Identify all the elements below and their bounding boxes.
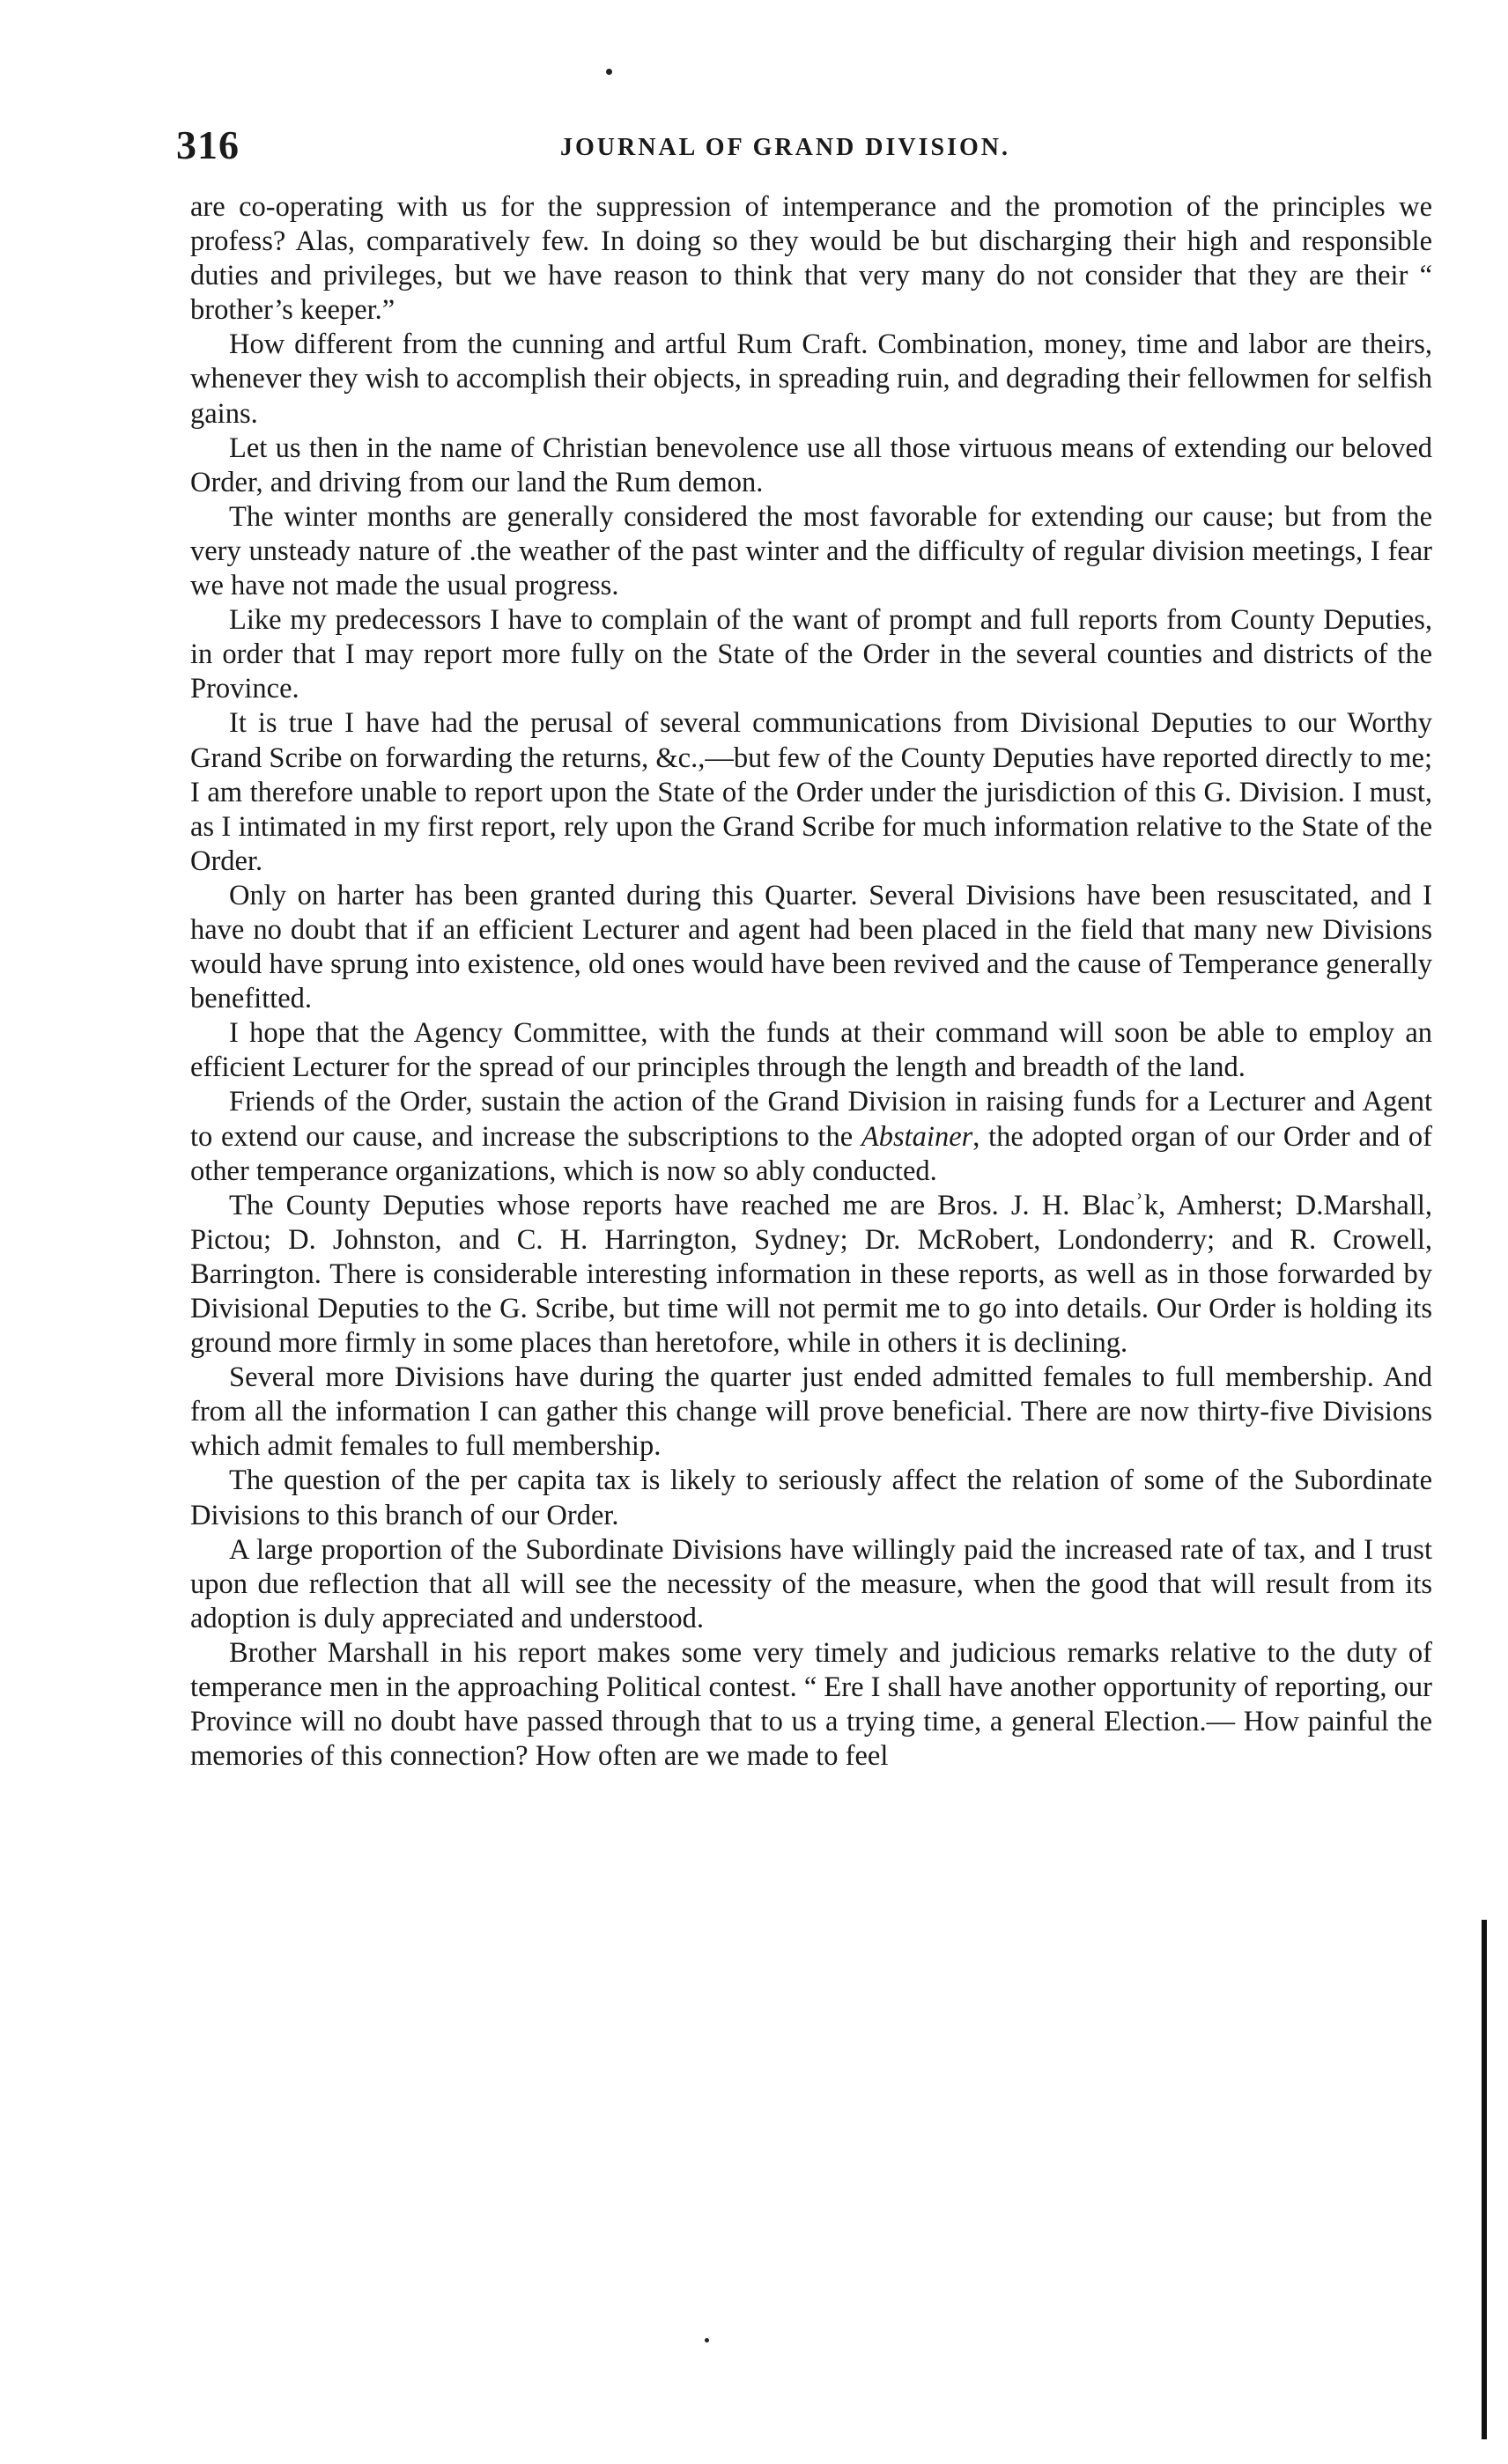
running-head: JOURNAL OF GRAND DIVISION.	[560, 134, 1011, 161]
ink-speck	[606, 69, 612, 75]
paragraph: are co-operating with us for the suppression of intemperance and the promotion of the principles we profess? Alas, comparatively few. In doing so they would be but discharging their high and responsible duties and privileges, but we have reason to think that very many do not consider that they are their “ brother’s keeper.”	[190, 191, 1432, 327]
paragraph: Only on harter has been granted during this Quarter. Several Divisions have been resuscitated, and I have no doubt that if an efficient Lecturer and agent had been placed in the field that many new Divisions would have sprung into existence, old ones would have been revived and the cause of Temperance generally benefitted.	[190, 879, 1432, 1015]
paragraph: I hope that the Agency Committee, with the funds at their command will soon be able to employ an efficient Lecturer for the spread of our principles through the length and breadth of the land.	[190, 1017, 1432, 1084]
ink-speck	[705, 2338, 709, 2342]
paragraph-abstainer	[190, 1085, 1432, 1188]
page-header	[176, 122, 1438, 183]
body-text	[190, 190, 1432, 1774]
paragraph: Several more Divisions have during the quarter just ended admitted females to full membership. And from all the information I can gather this change will prove beneficial. There are now thirty-five Divisions which admit females to full membership.	[190, 1361, 1432, 1463]
paragraph: How different from the cunning and artful Rum Craft. Combination, money, time and labor are theirs, whenever they wish to accomplish their objects, in spreading ruin, and degrading their fellowmen for selfish gains.	[190, 328, 1432, 430]
paragraph-text: , the adopted organ of our Order and of other temperance organizations, which is now so ably conducted.	[190, 1120, 1432, 1187]
paragraph: A large proportion of the Subordinate Divisions have willingly paid the increased rate of tax, and I trust upon due reflection that all will see the necessity of the measure, when the good that will result from its adoption is duly appreciated and understood.	[190, 1533, 1432, 1634]
paragraph: The winter months are generally considered the most favorable for extending our cause; but from the very unsteady nature of .the weather of the past winter and the difficulty of regular division meetings, I fear we have not made the usual progress.	[190, 500, 1432, 602]
paragraph: It is true I have had the perusal of several communications from Divisional Deputies to our Worthy Grand Scribe on forwarding the returns, &c.,—but few of the County Deputies have reported directly to me; I am therefore unable to report upon the State of the Order under the jurisdiction of this G. Division. I must, as I intimated in my first report, rely upon the Grand Scribe for much information relative to the State of the Order.	[190, 707, 1432, 877]
paragraph: Like my predecessors I have to complain of the want of prompt and full reports from County Deputies, in order that I may report more fully on the State of the Order in the several counties and districts of the Province.	[190, 604, 1432, 705]
publication-title: Abstainer	[861, 1120, 973, 1153]
paragraph-text: Friends of the Order, sustain the action of the Grand Division in raising funds for a Lecturer and Agent to extend our cause, and increase the subscriptions to the	[190, 1086, 1432, 1153]
paragraph: The question of the per capita tax is likely to seriously affect the relation of some of the Subordinate Divisions to this branch of our Order.	[190, 1464, 1432, 1531]
paragraph: Brother Marshall in his report makes some very timely and judicious remarks relative to the duty of temperance men in the approaching Political contest. “ Ere I shall have another opportunity of reporting, our Province will no doubt have passed through that to us a trying time, a general Election.— How painful the memories of this connection? How often are we made to feel	[190, 1636, 1432, 1773]
paragraph: Let us then in the name of Christian benevolence use all those virtuous means of extending our beloved Order, and driving from our land the Rum demon.	[190, 432, 1432, 498]
page-number: 316	[176, 122, 240, 167]
margin-rule	[1482, 1920, 1487, 2439]
paragraph: The County Deputies whose reports have reached me are Bros. J. H. Blacʾk, Amherst; D.Marshall, Pictou; D. Johnston, and C. H. Harrington, Sydney; Dr. McRobert, Londonderry; and R. Crowell, Barrington. There is considerable interesting information in these reports, as well as in those forwarded by Divisional Deputies to the G. Scribe, but time will not permit me to go into details. Our Order is holding its ground more firmly in some places than heretofore, while in others it is declining.	[190, 1189, 1432, 1360]
